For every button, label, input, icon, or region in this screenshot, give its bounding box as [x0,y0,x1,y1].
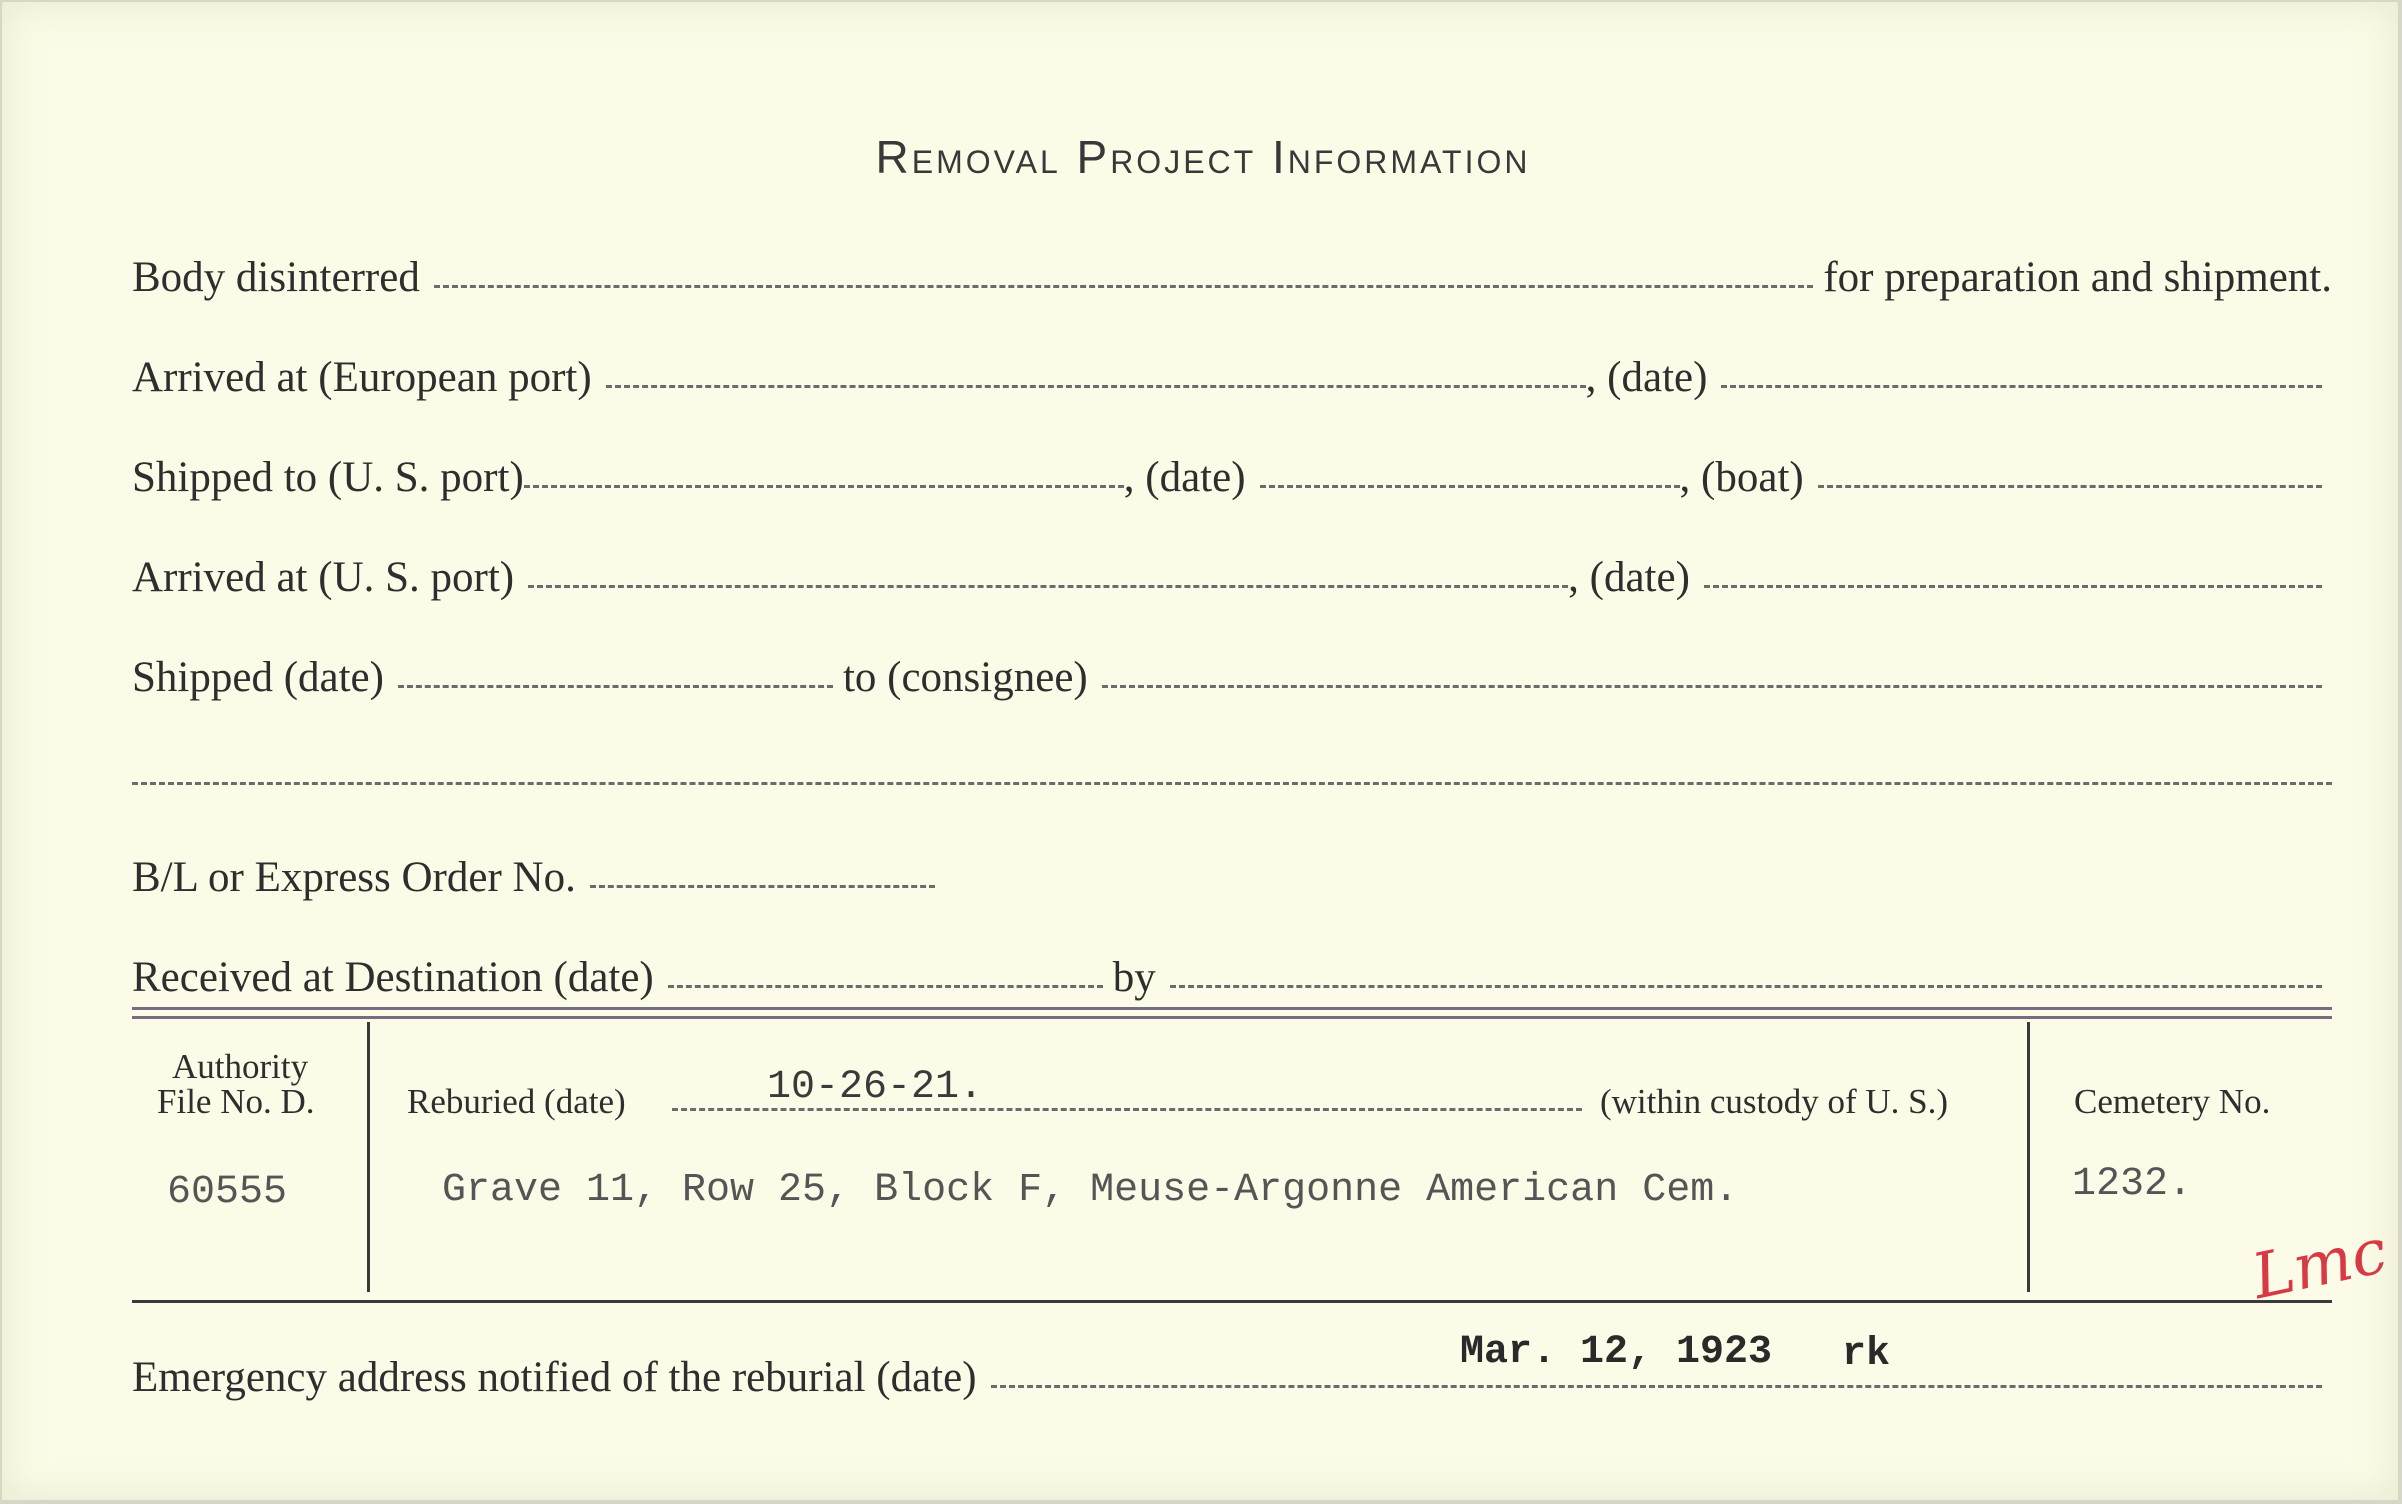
emergency-label: Emergency address notified of the reburial (date) [132,1354,977,1401]
shipped-date-field [398,685,833,688]
column-divider-right [2027,1022,2030,1292]
emergency-initials: rk [1842,1332,1891,1377]
row-body-disinterred [132,242,2332,302]
section-divider [132,1007,2332,1019]
received-by-field [1170,985,2322,988]
received-by-label: by [1112,954,1156,1001]
emergency-date-value: Mar. 12, 1923 [1460,1330,1773,1375]
row-shipped-date [132,642,2332,702]
arrived-us-label: Arrived at (U. S. port) [132,554,515,601]
card-title: Removal Project Information [875,131,1531,183]
authority-label: Authority [172,1047,309,1086]
bl-order-label: B/L or Express Order No. [132,854,576,901]
file-number-value: 60555 [167,1170,288,1215]
consignee-label: to (consignee) [842,654,1088,701]
file-number-label: File No. D. [157,1082,315,1121]
arrived-european-port-field [606,385,1586,388]
column-divider-left [367,1022,370,1292]
custody-label: (within custody of U. S.) [1600,1082,1949,1121]
shipped-us-port-field [524,485,1124,488]
shipped-us-date-field [1260,485,1680,488]
consignee-field [1102,685,2322,688]
consignee-continuation-line [132,782,2332,785]
reburied-date-value: 10-26-21. [767,1065,984,1110]
shipped-us-boat-field [1818,485,2322,488]
received-label: Received at Destination (date) [132,954,654,1001]
row-received [132,942,2332,1002]
reburied-label: Reburied (date) [407,1082,626,1121]
arrived-european-date-label: , (date) [1585,354,1708,401]
arrived-us-date-label: , (date) [1568,554,1690,601]
row-emergency [132,1342,2332,1402]
row-bl-order [132,842,2332,902]
section-bottom-rule [132,1300,2332,1303]
cemetery-number-value: 1232. [2072,1162,2193,1207]
grave-location: Grave 11, Row 25, Block F, Meuse-Argonne American Cem. [442,1168,1739,1213]
row-shipped-us [132,442,2332,502]
handwritten-initials: Lmc [2245,1213,2393,1314]
row-arrived-european [132,342,2332,402]
arrived-us-port-field [528,585,1568,588]
record-card [2,2,2398,1500]
shipped-us-label: Shipped to (U. S. port) [132,454,524,501]
arrived-us-date-field [1704,585,2322,588]
body-disinterred-label: Body disinterred [132,254,420,301]
received-date-field [668,985,1103,988]
cemetery-number-label: Cemetery No. [2074,1082,2271,1121]
body-disinterred-field [434,285,1813,288]
arrived-european-label: Arrived at (European port) [132,354,592,401]
shipped-date-label: Shipped (date) [132,654,384,701]
shipped-us-date-label: , (date) [1123,454,1246,501]
emergency-date-field [991,1385,2322,1388]
shipped-us-boat-label: , (boat) [1679,454,1804,501]
arrived-european-date-field [1721,385,2322,388]
row-arrived-us [132,542,2332,602]
body-disinterred-suffix: for preparation and shipment. [1823,254,2332,301]
bl-order-field [590,885,935,888]
